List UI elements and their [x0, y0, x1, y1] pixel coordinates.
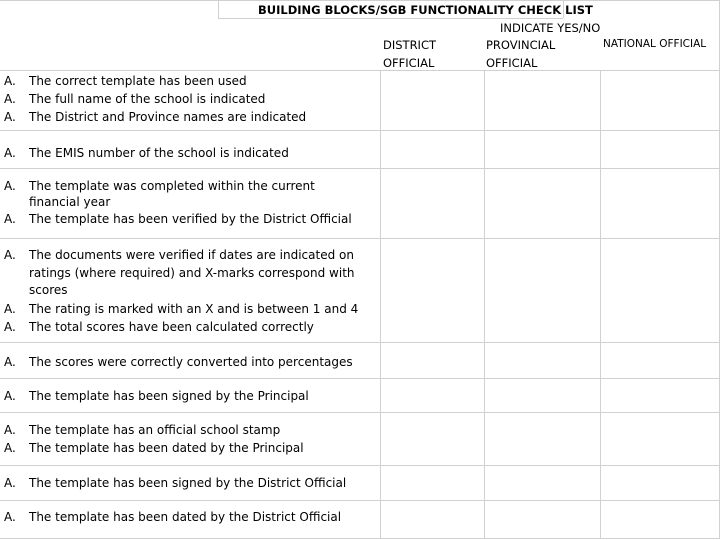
item-text: The documents were verified if dates are indicated on ratings (where required) and X-marks correspond with scores: [29, 248, 355, 297]
district-official-header: [383, 36, 436, 72]
provincial-official-header: [486, 36, 555, 72]
grid-line: [0, 412, 720, 413]
grid-line: [0, 168, 720, 169]
checklist-row-group: [0, 421, 380, 457]
checklist-row-group: [0, 178, 380, 228]
checklist-item: [0, 90, 380, 108]
checklist-item: [0, 108, 380, 126]
grid-line: [0, 378, 720, 379]
grid-line: [0, 342, 720, 343]
item-text: The rating is marked with an X and is between 1 and 4: [29, 301, 359, 316]
checklist-item: [0, 300, 380, 318]
grid-line: [0, 0, 720, 1]
checklist-item: [0, 508, 380, 526]
checklist-item: [0, 210, 380, 228]
checklist-row-group: [0, 508, 380, 526]
district-header-line-1: DISTRICT: [383, 38, 437, 52]
checklist-row-group: [0, 353, 380, 371]
checklist-item: [0, 387, 380, 405]
provincial-header-line-2: OFFICIAL: [486, 56, 538, 70]
item-label: A.: [4, 74, 16, 88]
item-text: The EMIS number of the school is indicated: [29, 146, 289, 160]
item-text: The template has an official school stamp: [29, 423, 281, 437]
item-label: A.: [4, 146, 16, 160]
item-label: A.: [4, 110, 16, 124]
checklist-item: [0, 439, 380, 457]
checklist-row-group: [0, 247, 380, 336]
checklist-row-group: [0, 474, 380, 492]
checklist-item: [0, 178, 380, 210]
item-label: A.: [4, 389, 16, 403]
checklist-item: [0, 72, 380, 90]
checklist-row-group: [0, 72, 380, 126]
item-label: A.: [4, 441, 16, 455]
item-label: A.: [4, 248, 16, 262]
checklist-row-group: [0, 387, 380, 405]
grid-line: [0, 238, 720, 239]
checklist-title: BUILDING BLOCKS/SGB FUNCTIONALITY CHECK LIST: [258, 3, 593, 17]
checklist-item: [0, 318, 380, 336]
item-text: The template has been signed by the District Official: [29, 476, 347, 490]
grid-line: [218, 18, 563, 19]
grid-line: [0, 70, 720, 71]
item-label: A.: [4, 212, 16, 226]
indicate-yes-no-label: INDICATE YES/NO: [500, 21, 601, 35]
item-text: The correct template has been used: [29, 74, 247, 88]
grid-line: [484, 70, 485, 538]
item-text: The full name of the school is indicated: [29, 92, 266, 106]
grid-line: [380, 70, 381, 538]
grid-line: [0, 538, 720, 539]
grid-line: [0, 500, 720, 501]
district-header-line-2: OFFICIAL: [383, 56, 435, 70]
item-text: The template was completed within the current financial year: [29, 179, 315, 209]
national-official-header: NATIONAL OFFICIAL: [603, 38, 707, 50]
item-text: The scores were correctly converted into percentages: [29, 355, 353, 369]
item-label: A.: [4, 355, 16, 369]
item-label: A.: [4, 423, 16, 437]
item-text: The template has been dated by the Principal: [29, 441, 304, 455]
checklist-item: [0, 144, 380, 162]
item-text: The template has been signed by the Principal: [29, 389, 309, 403]
checklist-item: [0, 421, 380, 439]
item-label: A.: [4, 510, 16, 524]
item-label: A.: [4, 319, 16, 334]
item-text: The total scores have been calculated correctly: [29, 319, 314, 334]
grid-line: [0, 465, 720, 466]
provincial-header-line-1: PROVINCIAL: [486, 38, 556, 52]
grid-line: [218, 0, 219, 18]
checklist-item: [0, 247, 380, 300]
checklist-row-group: [0, 144, 380, 162]
item-label: A.: [4, 92, 16, 106]
item-text: The District and Province names are indicated: [29, 110, 307, 124]
grid-line: [600, 70, 601, 538]
item-text: The template has been dated by the District Official: [29, 510, 342, 524]
item-text: The template has been verified by the District Official: [29, 212, 352, 226]
checklist-item: [0, 474, 380, 492]
checklist-item: [0, 353, 380, 371]
grid-line: [0, 130, 720, 131]
item-label: A.: [4, 476, 16, 490]
item-label: A.: [4, 179, 16, 193]
item-label: A.: [4, 301, 16, 316]
